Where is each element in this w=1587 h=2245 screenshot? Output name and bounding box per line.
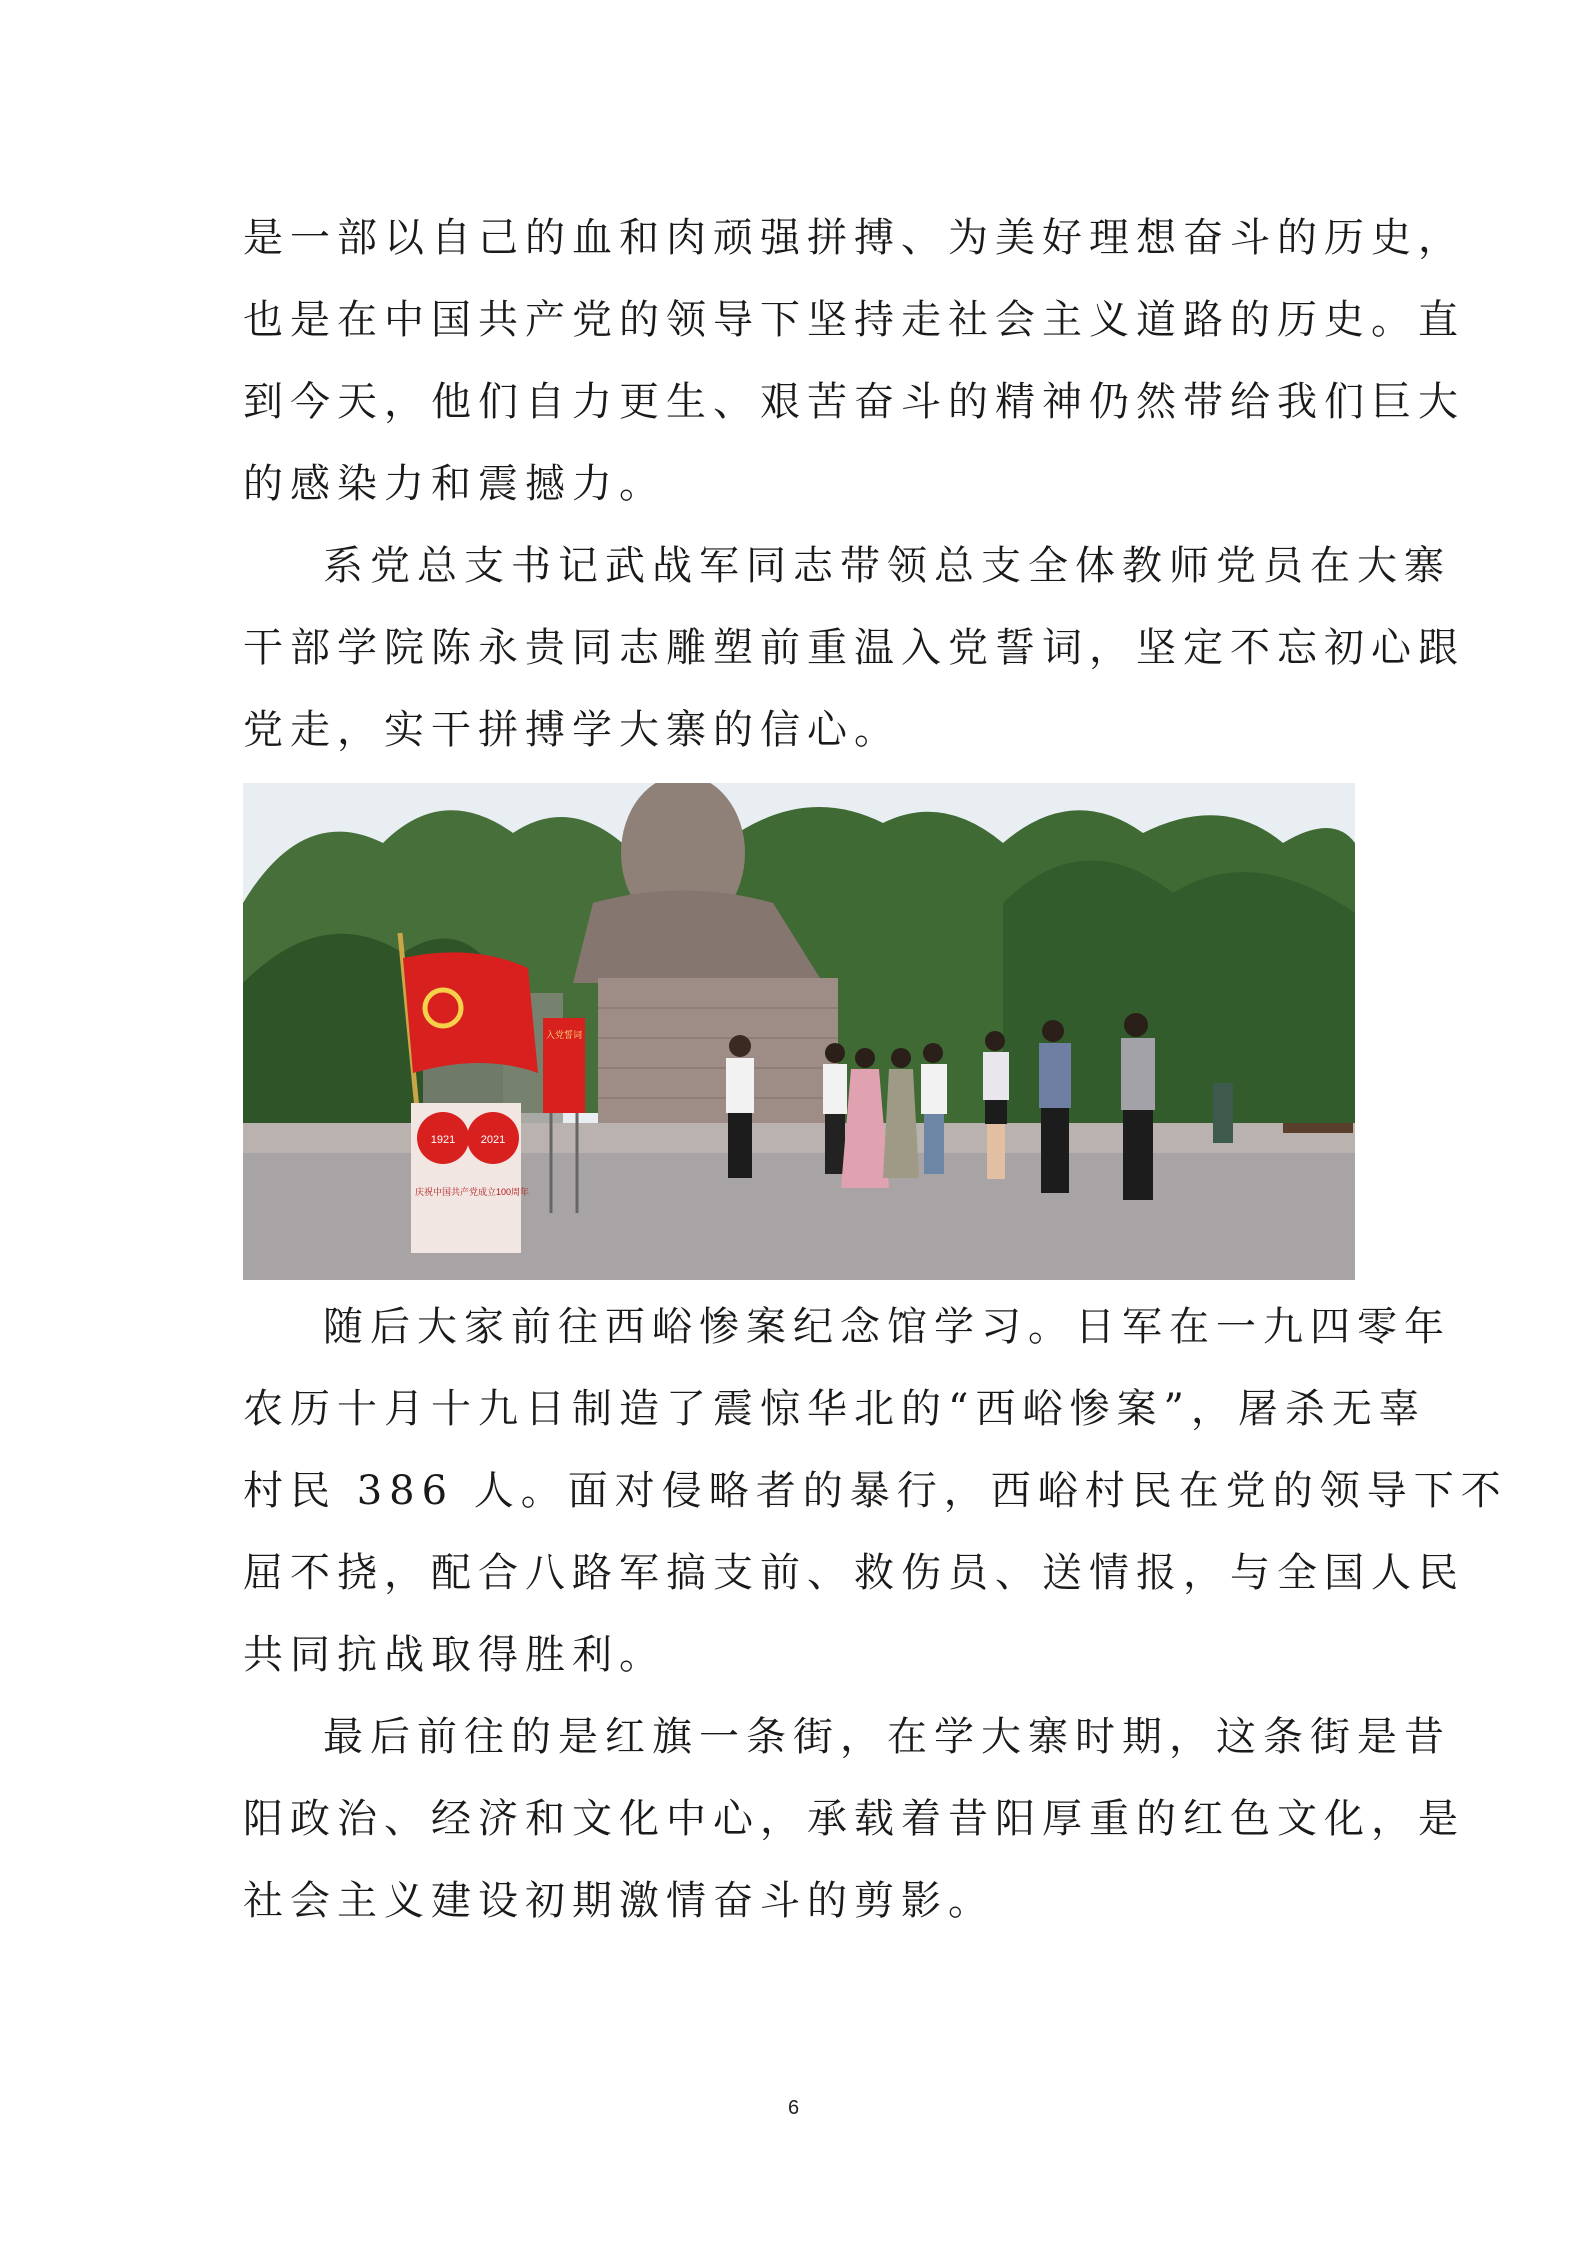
paragraph-line: 的感染力和震撼力。	[243, 461, 666, 507]
group-oath-photo	[243, 783, 1355, 1280]
banner-year-2021: 2021	[480, 1134, 506, 1146]
paragraph-1	[243, 197, 1465, 525]
paragraph-3	[243, 1286, 1508, 1696]
paragraph-4	[243, 1696, 1465, 1942]
paragraph-line: 屈不挠，配合八路军搞支前、救伤员、送情报，与全国人民	[243, 1550, 1465, 1596]
paragraph-line: 农历十月十九日制造了震惊华北的“西峪惨案”，屠杀无辜	[243, 1386, 1426, 1432]
paragraph-line: 干部学院陈永贵同志雕塑前重温入党誓词，坚定不忘初心跟	[243, 625, 1465, 671]
photo-illustration	[243, 783, 1355, 1280]
paragraph-line: 阳政治、经济和文化中心，承载着昔阳厚重的红色文化，是	[243, 1796, 1465, 1842]
paragraph-line: 随后大家前往西峪惨案纪念馆学习。日军在一九四零年	[323, 1304, 1451, 1350]
paragraph-line: 社会主义建设初期激情奋斗的剪影。	[243, 1878, 995, 1924]
banner-year-1921: 1921	[430, 1134, 456, 1146]
paragraph-line: 是一部以自己的血和肉顽强拼搏、为美好理想奋斗的历史，	[243, 215, 1465, 261]
paragraph-line: 也是在中国共产党的领导下坚持走社会主义道路的历史。直	[243, 297, 1465, 343]
page-number: 6	[787, 2097, 800, 2119]
paragraph-line: 最后前往的是红旗一条街，在学大寨时期，这条街是昔	[323, 1714, 1451, 1760]
paragraph-line: 党走，实干拼搏学大寨的信心。	[243, 707, 901, 753]
paragraph-line: 系党总支书记武战军同志带领总支全体教师党员在大寨	[323, 543, 1451, 589]
paragraph-2	[243, 525, 1465, 771]
oath-board-title: 入党誓词	[545, 1030, 583, 1040]
paragraph-line: 共同抗战取得胜利。	[243, 1632, 666, 1678]
paragraph-line: 到今天，他们自力更生、艰苦奋斗的精神仍然带给我们巨大	[243, 379, 1465, 425]
paragraph-line: 村民 386 人。面对侵略者的暴行，西峪村民在党的领导下不	[243, 1468, 1508, 1514]
banner-text: 庆祝中国共产党成立100周年	[415, 1187, 530, 1197]
